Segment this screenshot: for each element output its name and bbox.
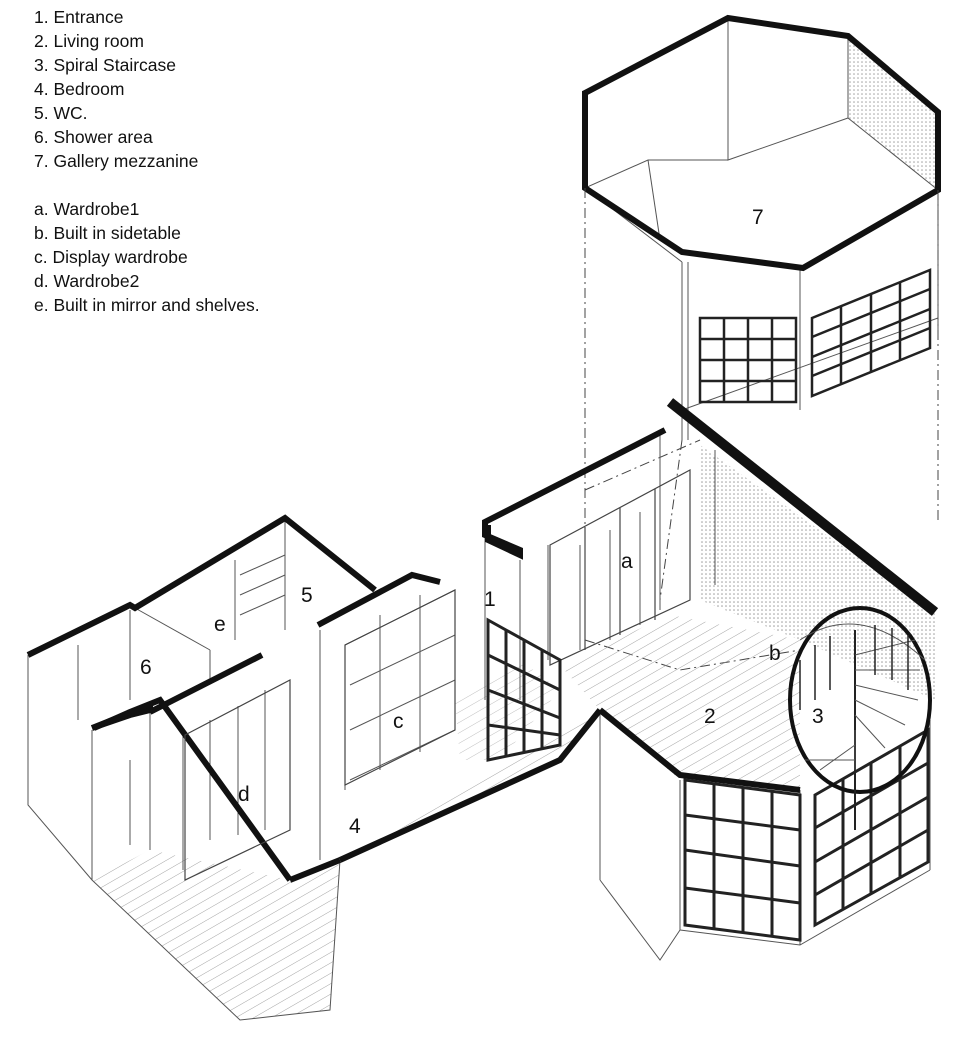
label-wc: 5 <box>301 584 313 607</box>
bedroom-floor <box>92 710 600 1020</box>
living-glass-grid <box>685 780 800 940</box>
mezzanine-window-left <box>700 318 796 402</box>
legend-furniture-b: b. Built in sidetable <box>34 223 181 243</box>
label-display: c <box>393 710 404 733</box>
legend-room-2: 2. Living room <box>34 31 144 51</box>
legend-room-5: 5. WC. <box>34 103 88 123</box>
legend-furniture-c: c. Display wardrobe <box>34 247 188 267</box>
label-mirror: e <box>214 613 226 636</box>
living-floor <box>560 615 800 790</box>
label-living: 2 <box>704 705 716 728</box>
legend-room-3: 3. Spiral Staircase <box>34 55 177 75</box>
label-wardrobe2: d <box>238 783 250 806</box>
legend-room-7: 7. Gallery mezzanine <box>34 151 199 171</box>
mezzanine-window-right <box>812 270 930 396</box>
mezzanine-back-wall-pattern <box>848 36 938 190</box>
legend-furniture-d: d. Wardrobe2 <box>34 271 140 291</box>
mezzanine <box>585 18 938 440</box>
legend-room-1: 1. Entrance <box>34 7 124 27</box>
label-mezzanine: 7 <box>752 206 764 229</box>
label-stair: 3 <box>812 705 824 728</box>
label-sidetable: b <box>769 642 781 665</box>
label-entrance: 1 <box>484 588 496 611</box>
label-shower: 6 <box>140 656 152 679</box>
legend-room-4: 4. Bedroom <box>34 79 125 99</box>
label-bedroom: 4 <box>349 815 361 838</box>
legend-furniture-a: a. Wardrobe1 <box>34 199 140 219</box>
legend-room-6: 6. Shower area <box>34 127 153 147</box>
stair-glass-grid <box>815 730 928 925</box>
legend-furniture-e: e. Built in mirror and shelves. <box>34 295 260 315</box>
label-wardrobe1: a <box>621 550 633 573</box>
